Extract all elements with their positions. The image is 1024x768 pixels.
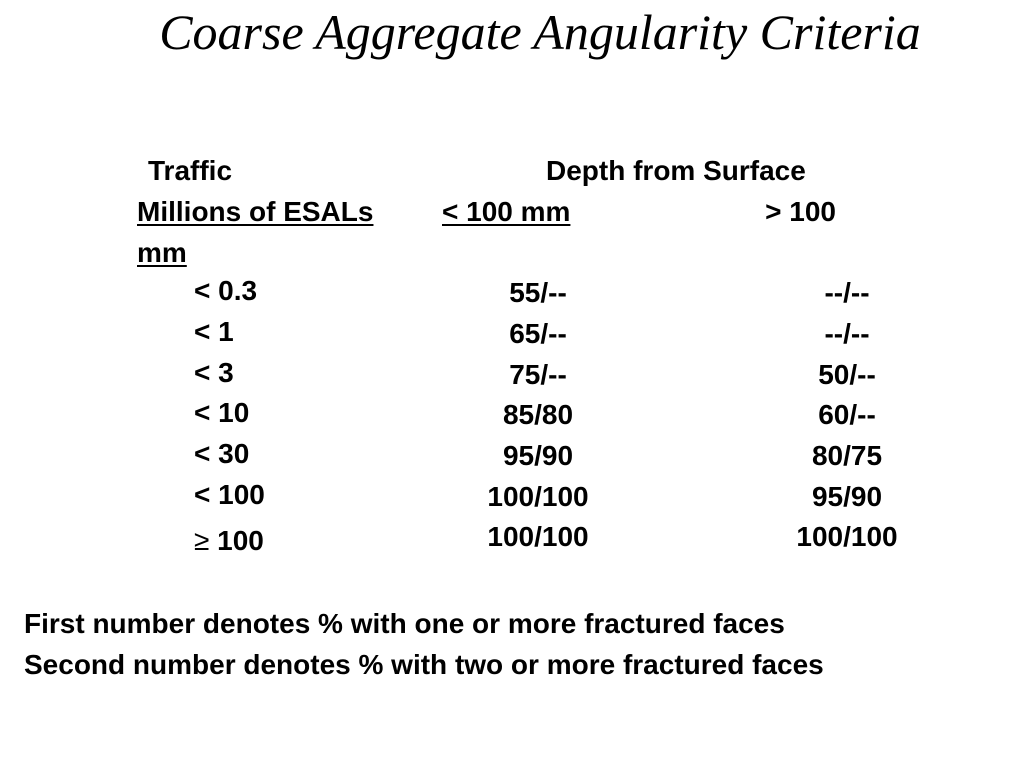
table-row-shallow: 85/80: [502, 399, 574, 430]
table-row-deep: --/--: [824, 277, 870, 308]
table-row-deep: 100/100: [796, 521, 898, 552]
traffic-value: 100: [217, 525, 264, 556]
table-row-shallow: 95/90: [502, 440, 574, 471]
table-row-traffic: < 3: [194, 357, 234, 388]
esals-header: Millions of ESALs: [137, 196, 374, 227]
table-row-traffic: [194, 527, 264, 555]
table-row-shallow: 55/--: [509, 277, 567, 308]
gt-100-header: > 100: [765, 196, 836, 227]
traffic-header: Traffic: [148, 155, 233, 186]
depth-header: Depth from Surface: [546, 155, 806, 186]
table-row-shallow: 100/100: [487, 521, 589, 552]
table-row-shallow: 65/--: [509, 318, 567, 349]
table-row-deep: 60/--: [818, 399, 876, 430]
lt-100mm-header: < 100 mm: [442, 196, 571, 227]
table-row-deep: 80/75: [811, 440, 883, 471]
table-row-deep: 50/--: [818, 359, 876, 390]
table-row-traffic: < 30: [194, 438, 250, 469]
table-row-deep: 95/90: [811, 481, 883, 512]
greater-or-equal-symbol: ≥: [194, 525, 210, 556]
table-row-deep: --/--: [824, 318, 870, 349]
footnote-first-number: First number denotes % with one or more fractured faces: [24, 608, 785, 639]
depth-columns-header: [442, 198, 836, 226]
table-row-shallow: 75/--: [509, 359, 567, 390]
table-row-traffic: < 100: [194, 479, 265, 510]
footnote-second-number: Second number denotes % with two or more fractured faces: [24, 649, 824, 680]
table-row-traffic: < 1: [194, 316, 234, 347]
table-row-traffic: < 10: [194, 397, 250, 428]
table-row-traffic: < 0.3: [194, 275, 258, 306]
mm-header: mm: [137, 237, 187, 268]
table-row-shallow: 100/100: [487, 481, 589, 512]
page-title: Coarse Aggregate Angularity Criteria: [159, 4, 921, 60]
